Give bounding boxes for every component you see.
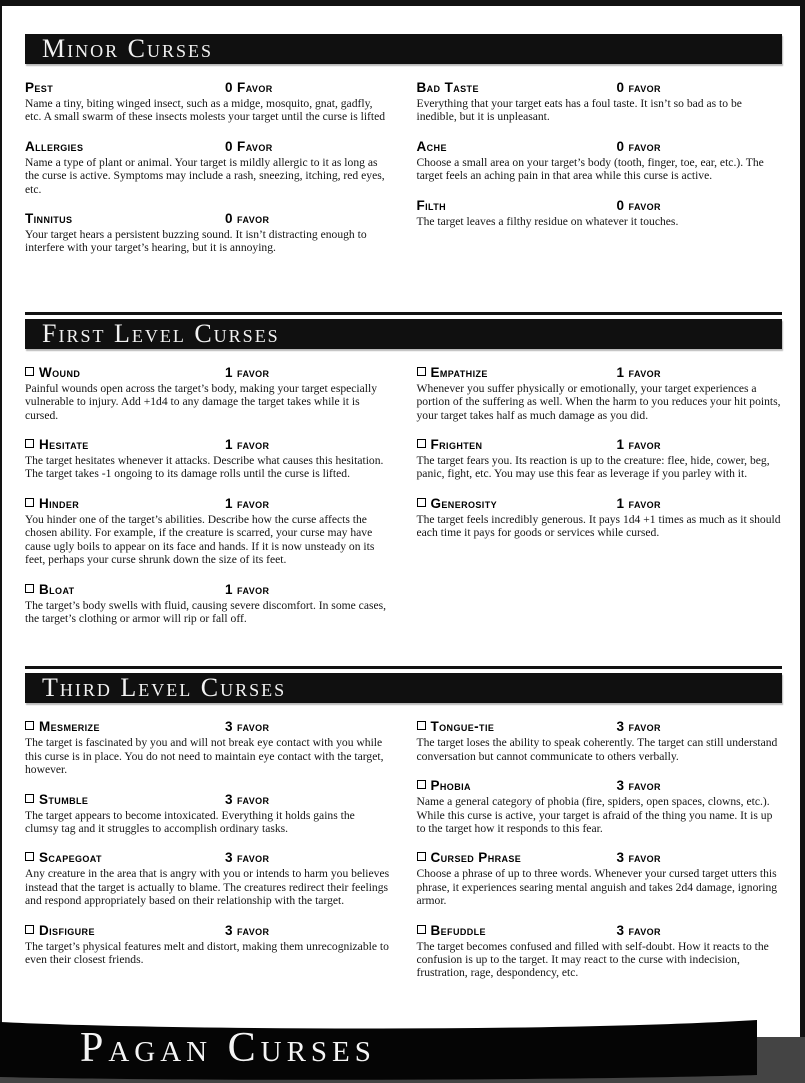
- curse-heading: [417, 923, 783, 939]
- favor-cost: 0 favor: [616, 197, 661, 213]
- checkbox-icon[interactable]: [25, 584, 34, 593]
- curse-name: Hesitate: [39, 437, 89, 453]
- curse-heading: [25, 80, 391, 96]
- column-1: [25, 365, 391, 640]
- section-third-level-curses: [25, 666, 782, 994]
- curse-description: Name a tiny, biting winged insect, such as a midge, mosquito, gnat, gadfly, etc. A small swarm of these insects molests your target until the curse is lifted: [25, 97, 386, 124]
- curse-entry-bloat: [25, 582, 391, 626]
- favor-cost: 3 favor: [616, 778, 661, 794]
- curse-heading: [25, 437, 391, 453]
- section-title: Minor Curses: [42, 34, 213, 63]
- curse-heading: [417, 139, 783, 155]
- footer-banner: [0, 1017, 805, 1083]
- checkbox-icon[interactable]: [25, 852, 34, 861]
- favor-cost: 0 favor: [616, 80, 661, 95]
- curse-heading: [25, 496, 391, 512]
- curse-entry-disfigure: [25, 923, 391, 967]
- checkbox-icon[interactable]: [417, 925, 426, 934]
- curse-heading: [25, 139, 391, 155]
- curse-heading: [417, 850, 783, 866]
- checkbox-icon[interactable]: [417, 721, 426, 730]
- curse-name: Phobia: [430, 778, 471, 794]
- curse-entry-wound: [25, 365, 391, 422]
- curse-entry-befuddle: [417, 923, 783, 980]
- curse-name: Cursed Phrase: [430, 850, 522, 866]
- curse-description: The target appears to become intoxicated. Everything it holds gains the clumsy tag and it struggles to accomplish ordinary tasks.: [25, 808, 355, 835]
- favor-cost: 3 favor: [616, 850, 661, 866]
- curse-heading: [25, 719, 391, 735]
- curse-entry-hinder: [25, 496, 391, 567]
- curse-name: Scapegoat: [39, 850, 102, 866]
- curse-description: The target fears you. Its reaction is up to the creature: flee, hide, cower, beg, panic, fight, etc. You may use this fear as leverage if you parley with it.: [416, 454, 770, 481]
- favor-cost: 1 favor: [225, 364, 270, 380]
- curse-name: Bloat: [39, 581, 75, 597]
- curse-entry-hesitate: [25, 437, 391, 481]
- curse-description: You hinder one of the target’s abilities. Describe how the curse affects the chosen ability. For example, if the creature is scarred, your curse may have cause ugly boils to appear on its face and hands. If it is now unsteady on its feet, perhaps your curse shrunk down the size of its feet.: [25, 512, 375, 567]
- favor-cost: 1 favor: [616, 495, 661, 511]
- curse-description: The target leaves a filthy residue on whatever it touches.: [416, 214, 679, 228]
- curse-heading: [417, 437, 783, 453]
- curse-heading: [25, 582, 391, 598]
- favor-cost: 3 favor: [225, 791, 270, 807]
- section-columns: [25, 719, 782, 994]
- curse-heading: [25, 792, 391, 808]
- checkbox-icon[interactable]: [25, 367, 34, 376]
- curse-description: Your target hears a persistent buzzing sound. It isn’t distracting enough to interfere with your target’s hearing, but it is annoying.: [25, 228, 367, 255]
- curse-name: Tinnitus: [25, 211, 73, 227]
- curse-heading: [25, 923, 391, 939]
- curse-name: Hinder: [39, 495, 80, 511]
- column-1: [25, 719, 391, 981]
- checkbox-icon[interactable]: [417, 780, 426, 789]
- curse-entry-scapegoat: [25, 850, 391, 907]
- section-header-third-level-curses: [25, 673, 782, 703]
- curse-description: Painful wounds open across the target’s body, making your target especially vulnerable to injury. Add +1d4 to any damage the target takes while it is cursed.: [25, 381, 378, 422]
- curse-name: Allergies: [25, 138, 84, 154]
- curse-name: Stumble: [39, 791, 89, 807]
- curse-name: Frighten: [430, 437, 483, 453]
- favor-cost: 0 Favor: [225, 80, 273, 95]
- section-first-level-curses: [25, 312, 782, 640]
- column-2: [417, 365, 783, 555]
- favor-cost: 3 favor: [225, 922, 270, 938]
- checkbox-icon[interactable]: [25, 439, 34, 448]
- curse-name: Empathize: [430, 364, 488, 380]
- curse-description: Choose a phrase of up to three words. Whenever your cursed target utters this phrase, it experiences searing mental anguish and takes 2d4 damage, ignoring armor.: [416, 867, 778, 908]
- section-header-first-level-curses: [25, 319, 782, 349]
- curse-heading: [417, 365, 783, 381]
- checkbox-icon[interactable]: [417, 852, 426, 861]
- checkbox-icon[interactable]: [417, 367, 426, 376]
- curse-description: The target becomes confused and filled with self-doubt. How it reacts to the confusion is up to the target. It may react to the curse with indecision, frustration, rage, despondency, etc.: [416, 939, 769, 980]
- section-columns: [25, 365, 782, 640]
- curse-description: The target feels incredibly generous. It pays 1d4 +1 times as much as it should each time it pays for goods or services while cursed.: [416, 512, 781, 540]
- favor-cost: 0 Favor: [225, 138, 273, 154]
- curse-heading: [25, 211, 391, 227]
- curse-description: The target hesitates whenever it attacks. Describe what causes this hesitation. The target takes -1 ongoing to its damage rolls until the curse is lifted.: [25, 454, 384, 481]
- curse-description: Any creature in the area that is angry with you or intends to harm you believes instead that the target is actually to blame. The creatures redirect their feelings and respond appropriately based on their relationship with the target.: [25, 867, 390, 908]
- curse-entry-ache: [417, 139, 783, 183]
- curse-description: Whenever you suffer physically or emotionally, your target experiences a portion of the suffering as well. When the harm to you reduces your hit points, your target takes half as much damage as you did.: [416, 381, 781, 422]
- curse-entry-filth: [417, 198, 783, 228]
- favor-cost: 1 favor: [616, 364, 661, 380]
- curse-entry-bad-taste: [417, 80, 783, 124]
- curse-name: Bad Taste: [416, 80, 479, 95]
- favor-cost: 0 favor: [225, 211, 270, 227]
- section-title: First Level Curses: [42, 318, 280, 348]
- curse-description: The target’s body swells with fluid, causing severe discomfort. In some cases, the target’s clothing or armor will rip or fall off.: [25, 598, 387, 625]
- curse-name: Ache: [416, 138, 447, 154]
- curse-name: Tongue-tie: [430, 719, 495, 735]
- curse-heading: [417, 778, 783, 794]
- curse-heading: [417, 496, 783, 512]
- curse-heading: [25, 850, 391, 866]
- checkbox-icon[interactable]: [25, 721, 34, 730]
- curse-entry-tinnitus: [25, 211, 391, 255]
- section-divider-rule: [25, 666, 782, 669]
- curse-description: Choose a small area on your target’s body (tooth, finger, toe, ear, etc.). The target feels an aching pain in that area while this curse is active.: [416, 155, 764, 183]
- section-divider-rule: [25, 312, 782, 315]
- curse-description: The target’s physical features melt and distort, making them unrecognizable to even their closest friends.: [25, 939, 389, 966]
- curse-description: Everything that your target eats has a foul taste. It isn’t so bad as to be inedible, but it is unpleasant.: [416, 97, 742, 124]
- column-2: [417, 80, 783, 243]
- curse-heading: [417, 198, 783, 214]
- curse-name: Wound: [39, 364, 81, 380]
- curse-entry-stumble: [25, 792, 391, 836]
- favor-cost: 1 favor: [225, 495, 270, 511]
- favor-cost: 3 favor: [616, 922, 661, 938]
- curse-entry-pest: [25, 80, 391, 124]
- curse-description: Name a type of plant or animal. Your target is mildly allergic to it as long as the curse is active. Symptoms may include a rash, sneezing, itching, red eyes, etc.: [25, 155, 385, 196]
- favor-cost: 3 favor: [616, 719, 661, 735]
- curse-name: Mesmerize: [39, 719, 100, 735]
- checkbox-icon[interactable]: [417, 498, 426, 507]
- curse-name: Generosity: [430, 495, 498, 511]
- curse-entry-allergies: [25, 139, 391, 196]
- curse-heading: [417, 719, 783, 735]
- curse-description: The target loses the ability to speak coherently. The target can still understand conversation but cannot communicate to others verbally.: [416, 736, 778, 763]
- curse-entry-empathize: [417, 365, 783, 422]
- curse-name: Befuddle: [430, 922, 486, 938]
- curse-name: Disfigure: [39, 922, 95, 938]
- curse-name: Pest: [25, 80, 54, 95]
- section-title: Third Level Curses: [42, 673, 287, 703]
- curse-entry-cursed-phrase: [417, 850, 783, 907]
- checkbox-icon[interactable]: [25, 925, 34, 934]
- curse-entry-generosity: [417, 496, 783, 540]
- favor-cost: 1 favor: [616, 437, 661, 453]
- checkbox-icon[interactable]: [25, 498, 34, 507]
- curse-entry-phobia: [417, 778, 783, 835]
- favor-cost: 1 favor: [225, 437, 270, 453]
- section-minor-curses: [25, 34, 782, 270]
- section-columns: [25, 80, 782, 270]
- checkbox-icon[interactable]: [417, 439, 426, 448]
- favor-cost: 0 favor: [616, 138, 661, 154]
- curse-description: Name a general category of phobia (fire, spiders, open spaces, clowns, etc.). While this curse is active, your target is afraid of the thing you name. It is up to the target how it responds to this fear.: [416, 795, 773, 835]
- column-1: [25, 80, 391, 270]
- column-2: [417, 719, 783, 994]
- curse-entry-frighten: [417, 437, 783, 481]
- favor-cost: 1 favor: [225, 581, 270, 597]
- curse-entry-mesmerize: [25, 719, 391, 776]
- curse-description: The target is fascinated by you and will not break eye contact with you while this curse is in place. You do not need to maintain eye contact with the target, however.: [25, 736, 384, 777]
- favor-cost: 3 favor: [225, 850, 270, 866]
- section-header-minor-curses: [25, 34, 782, 64]
- checkbox-icon[interactable]: [25, 794, 34, 803]
- curse-name: Filth: [416, 197, 447, 213]
- curse-heading: [417, 80, 783, 96]
- curse-entry-tongue-tie: [417, 719, 783, 763]
- favor-cost: 3 favor: [225, 719, 270, 735]
- page-title: Pagan Curses: [80, 1024, 376, 1071]
- curse-heading: [25, 365, 391, 381]
